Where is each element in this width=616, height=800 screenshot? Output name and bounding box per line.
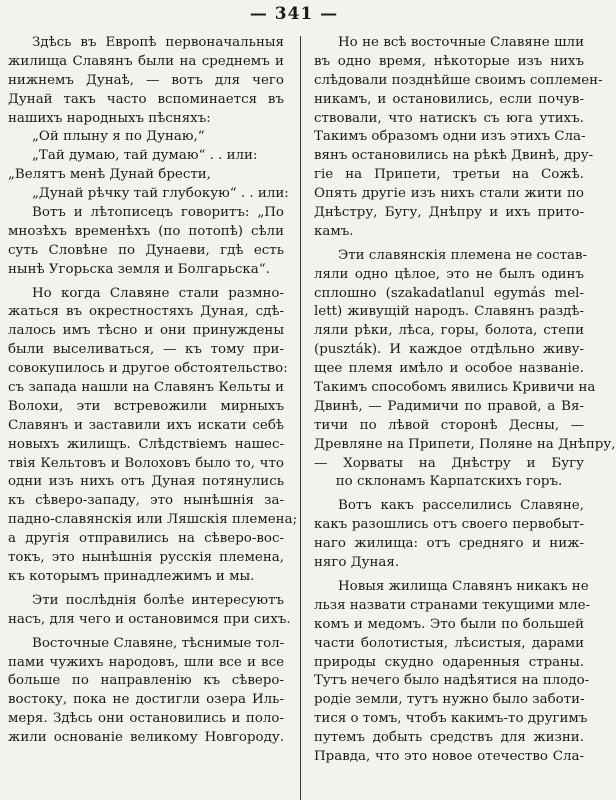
page-number: — 341 —: [249, 4, 339, 24]
text-line: камъ.: [314, 223, 354, 239]
text-line: родіе земли, тутъ нужно было заботи-: [314, 692, 585, 708]
text-line: пами чужихъ народовъ, шли все и все: [8, 654, 284, 670]
text-line: жаться въ окрестностяхъ Дуная, сдѣ-: [8, 304, 284, 320]
text-line: сплошно (szakadatlanul egymás mel-: [314, 285, 584, 301]
text-line: Вотъ какъ расселились Славяне,: [338, 498, 584, 514]
text-line: лалось имъ тѣсно и они принуждены: [8, 323, 284, 339]
text-line: Такимъ способомъ явились Кривичи на: [314, 380, 596, 396]
text-line: нижнемъ Дунаѣ, — вотъ для чего: [8, 72, 284, 88]
song-line: „Ой плыну я по Дунаю,“: [32, 129, 205, 145]
text-line: Но когда Славяне стали размно-: [32, 285, 284, 301]
text-line: Дунай такъ часто вспоминается въ: [8, 91, 284, 107]
text-line: Вотъ и лѣтописецъ говоритъ: „По: [32, 205, 284, 221]
text-line: гіе на Припети, третьи на Сожѣ.: [314, 167, 584, 183]
text-line: востоку, пока не достигли озера Иль-: [8, 692, 284, 708]
text-line: путемъ добыть средствъ для жизни.: [314, 730, 584, 746]
right-column: [314, 34, 616, 767]
text-line: одни изъ нихъ отъ Дуная потянулись: [8, 474, 284, 490]
text-line: — Хорваты на Днѣстру и Бугу: [314, 455, 584, 471]
text-line: падно-славянскія или Ляшскія племена;: [8, 512, 298, 528]
text-line: Такимъ образомъ одни изъ этихъ Сла-: [314, 129, 586, 145]
text-line: нынѣ Угорьска земля и Болгарьска“.: [8, 261, 270, 277]
text-line: Эти славянскія племена не состав-: [338, 247, 588, 263]
column-divider: [300, 36, 301, 800]
song-line: „Велятъ менѣ Дунай брести,: [8, 167, 211, 183]
text-line: съ запада нашли на Славянъ Кельты и: [8, 380, 284, 396]
text-line: нашихъ народныхъ пѣсняхъ:: [8, 110, 211, 126]
text-line: къ которымъ принадлежимъ и мы.: [8, 568, 255, 584]
text-line: lett) живущій народъ. Славянъ раздѣ-: [314, 304, 584, 320]
text-line: няго Дуная.: [314, 555, 400, 571]
text-line: Восточные Славяне, тѣснимые тол-: [32, 635, 285, 651]
text-line: а другія отправились на сѣверо-вос-: [8, 531, 284, 547]
text-line: льзя назвати странами текущими мле-: [314, 597, 591, 613]
left-column: [8, 34, 298, 748]
text-line: Днѣстру, Бугу, Днѣпру и ихъ прито-: [314, 205, 584, 221]
text-line: Эти послѣднія болѣе интересуютъ: [32, 592, 284, 608]
text-line: ствовали, что натискъ съ юга утихъ.: [314, 110, 584, 126]
text-line: какъ разошлись отъ своего первобыт-: [314, 517, 584, 533]
text-line: (puszták). И каждое отдѣльно живу-: [314, 342, 584, 358]
text-line: Правда, что это новое отечество Сла-: [314, 748, 584, 764]
text-line: были выселиваться, — къ тому при-: [8, 342, 284, 358]
text-line: Но не всѣ восточные Славяне шли: [338, 35, 584, 50]
text-line: Древляне на Припети, Поляне на Днѣпру,: [314, 436, 616, 452]
text-line: Новыя жилища Славянъ никакъ не: [338, 578, 589, 594]
text-line: токъ, это нынѣшнія русскія племена,: [8, 550, 284, 566]
text-line: Волохи, эти встревожили мирныхъ: [8, 398, 284, 414]
text-line: жилища Славянъ были на среднемъ и: [8, 53, 284, 69]
text-line: тичи по лѣвой сторонѣ Десны, —: [314, 417, 584, 433]
song-line: „Тай думаю, тай думаю“ . . или:: [32, 148, 258, 164]
text-line: суть Словѣне по Дунаеви, гдѣ есть: [8, 242, 284, 258]
text-line: щее племя имѣло и особое названіе.: [314, 361, 584, 377]
text-line: больше по направленію къ сѣверо-: [8, 673, 284, 689]
text-line: вянъ остановились на рѣкѣ Двинѣ, дру-: [314, 148, 594, 164]
text-line: Опять другіе изъ нихъ стали жити по: [314, 186, 584, 202]
text-line: меря. Здѣсь они остановились и поло-: [8, 711, 284, 727]
text-line: Славянъ и заставили ихъ искати себѣ: [8, 417, 284, 433]
text-line: слѣдовали позднѣйше своимъ соплемен-: [314, 72, 603, 88]
text-line: комъ и медомъ. Это были по большей: [314, 616, 584, 632]
text-line: по склонамъ Карпатскихъ горъ.: [335, 474, 563, 490]
text-line: мнозѣхъ временѣхъ (по потопѣ) сѣли: [8, 223, 284, 239]
text-line: никамъ, и остановились, если почув-: [314, 91, 584, 107]
text-line: ляли одно цѣлое, это не былъ одинъ: [314, 266, 584, 282]
text-line: жили основаніе великому Новгороду.: [8, 730, 284, 746]
text-line: части болотистыя, лѣсистыя, дарами: [314, 635, 584, 651]
text-line: въ одно время, нѣкоторые изъ нихъ: [314, 53, 584, 69]
text-line: Двинѣ, — Радимичи по правой, а Вя-: [314, 398, 584, 414]
song-line: „Дунай рѣчку тай глубокую“ . . или:: [32, 186, 289, 202]
text-line: Здѣсь въ Европѣ первоначальныя: [32, 35, 284, 50]
text-line: Тутъ нечего было надѣятися на плодо-: [314, 673, 590, 689]
text-line: совокупилось и другое обстоятельство:: [8, 361, 288, 377]
text-line: природы скудно одаренныя страны.: [314, 654, 584, 670]
text-line: ляли рѣки, лѣса, горы, болота, степи: [314, 323, 584, 339]
text-line: къ сѣверо-западу, это нынѣшнія за-: [8, 493, 284, 509]
text-line: твія Кельтовъ и Волоховъ было то, что: [8, 455, 284, 471]
text-line: новыхъ жилищъ. Слѣдствіемъ нашес-: [8, 436, 284, 452]
text-line: тися о томъ, чтобъ какимъ-то другимъ: [314, 711, 588, 727]
text-line: насъ, для чего и остановимся при сихъ.: [8, 611, 291, 627]
text-line: наго жилища: отъ средняго и ниж-: [314, 536, 584, 552]
